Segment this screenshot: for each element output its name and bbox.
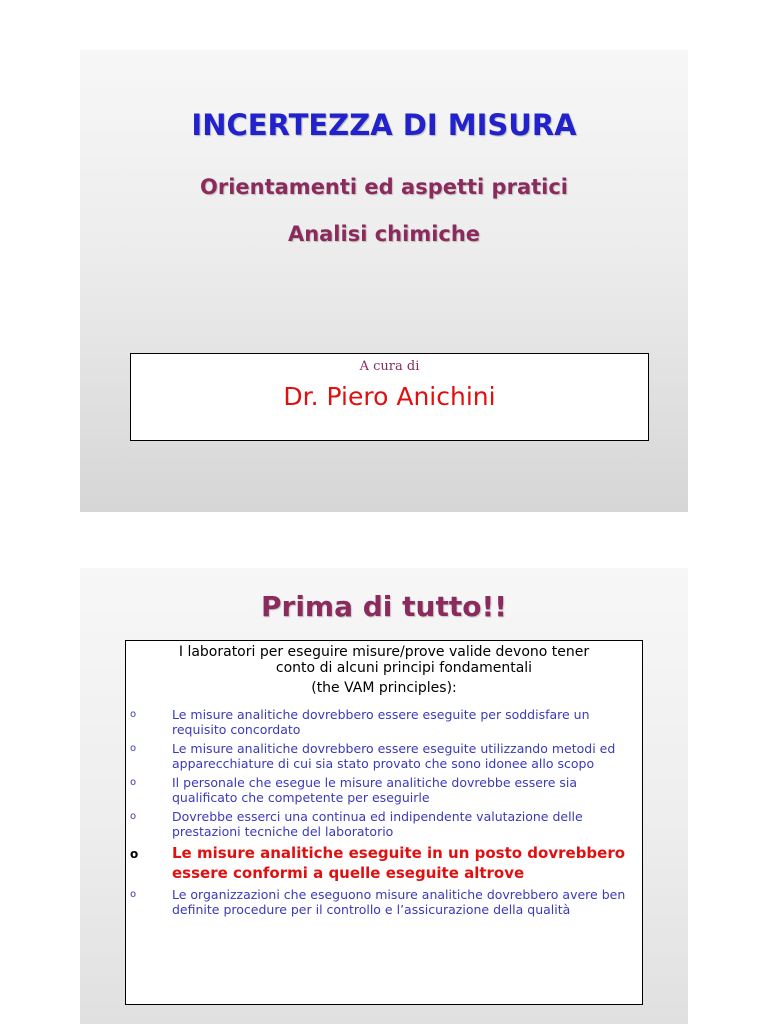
- list-item: [126, 707, 642, 737]
- list-item-text: Il personale che esegue le misure analitiche dovrebbe essere sia qualificato che competente per eseguirle: [172, 775, 578, 805]
- slide-title: [80, 50, 688, 512]
- list-item-highlighted: [126, 843, 642, 883]
- list-item-text: Le organizzazioni che eseguono misure analitiche dovrebbero avere ben definite procedure per il controllo e l’assicurazione della qualità: [172, 887, 626, 917]
- list-item: [126, 809, 642, 839]
- author-box: [130, 353, 649, 441]
- intro-line1: I laboratori per eseguire misure/prove valide devono tener: [178, 644, 590, 660]
- subtitle-line1: Orientamenti ed aspetti pratici: [200, 175, 568, 199]
- list-item-text: Le misure analitiche eseguite in un posto dovrebbero essere conformi a quelle eseguite altrove: [172, 844, 626, 882]
- list-item: [126, 887, 642, 917]
- list-item: [126, 775, 642, 805]
- list-item-text: Le misure analitiche dovrebbero essere eseguite per soddisfare un requisito concordato: [172, 707, 590, 737]
- bullet-icon: o: [130, 743, 137, 754]
- list-item-text: Le misure analitiche dovrebbero essere eseguite utilizzando metodi ed apparecchiature di cui sia stato provato che sono idonee allo scopo: [172, 741, 616, 771]
- bullet-icon: o: [130, 777, 137, 788]
- slide-heading: Prima di tutto!!: [261, 590, 507, 623]
- intro-line3: (the VAM principles):: [311, 680, 457, 696]
- list-item-text: Dovrebbe esserci una continua ed indipendente valutazione delle prestazioni tecniche del laboratorio: [172, 809, 583, 839]
- bullet-icon: o: [130, 847, 139, 861]
- slide-vam-principles: [80, 568, 688, 1024]
- author-caption: A cura di: [359, 359, 420, 374]
- principles-box: [125, 640, 643, 1005]
- principles-list: [126, 707, 642, 921]
- bullet-icon: o: [130, 811, 137, 822]
- subtitle-line2: Analisi chimiche: [287, 222, 481, 246]
- page-title: INCERTEZZA DI MISURA: [191, 108, 577, 142]
- intro-line2: conto di alcuni principi fondamentali: [275, 660, 533, 676]
- bullet-icon: o: [130, 889, 137, 900]
- principles-intro: [126, 644, 642, 696]
- bullet-icon: o: [130, 709, 137, 720]
- author-name: Dr. Piero Anichini: [283, 382, 496, 411]
- list-item: [126, 741, 642, 771]
